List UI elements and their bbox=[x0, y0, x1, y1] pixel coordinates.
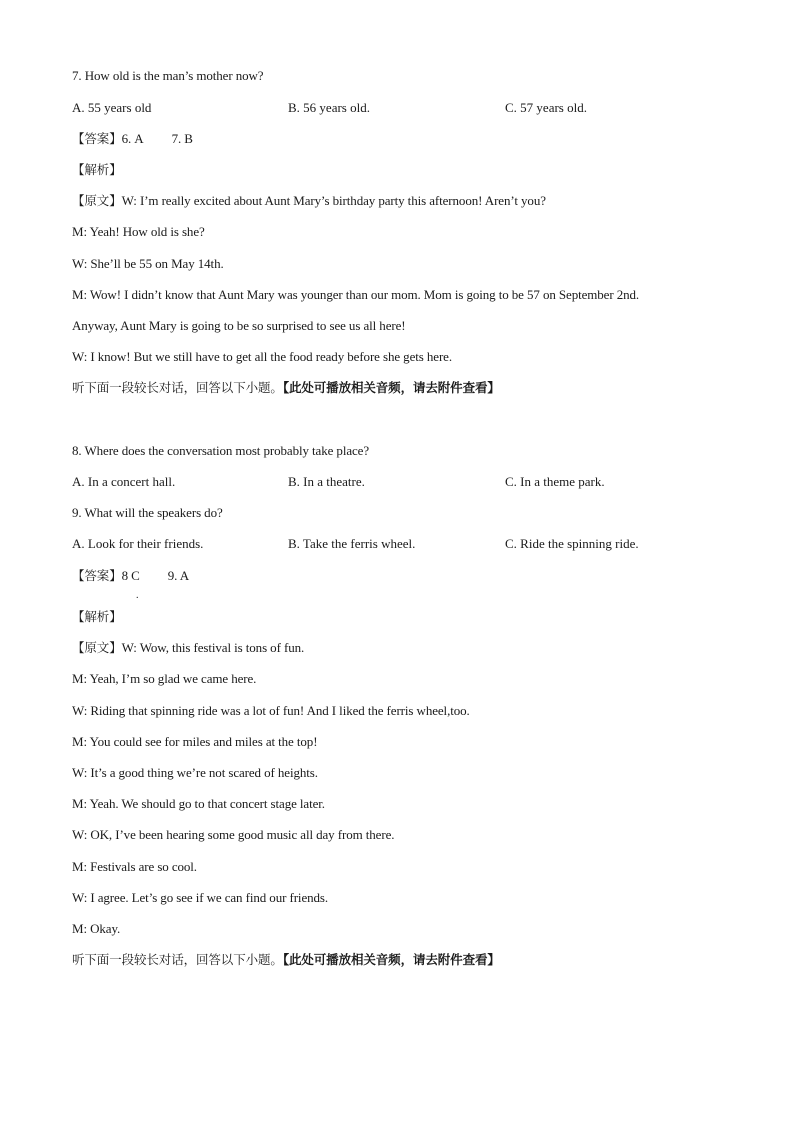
answer-9: 9. A bbox=[167, 568, 190, 583]
question-8-options bbox=[72, 474, 722, 490]
transcript-line: M: Yeah, I’m so glad we came here. bbox=[72, 671, 257, 686]
analysis-label: 【解析】 bbox=[72, 162, 122, 177]
transcript-line: W: I know! But we still have to get all the food ready before she gets here. bbox=[72, 349, 452, 364]
answer-6: 6. A bbox=[121, 131, 144, 146]
transcript-line: Anyway, Aunt Mary is going to be so surprised to see us all here! bbox=[72, 318, 406, 333]
listening-instruction bbox=[72, 952, 500, 968]
instruction-text: 听下面一段较长对话，回答以下小题。 bbox=[72, 952, 283, 967]
question-7: 7. How old is the man’s mother now? bbox=[72, 68, 264, 83]
transcript-line: M: Festivals are so cool. bbox=[72, 859, 197, 874]
transcript-label: 【原文】 bbox=[72, 640, 122, 655]
listening-instruction bbox=[72, 380, 500, 396]
question-9-options bbox=[72, 536, 722, 552]
option-b: B. 56 years old. bbox=[288, 100, 370, 115]
option-c: C. 57 years old. bbox=[505, 100, 587, 115]
option-b: B. In a theatre. bbox=[288, 474, 365, 489]
question-9: 9. What will the speakers do? bbox=[72, 505, 223, 520]
transcript-line: M: Yeah. We should go to that concert stage later. bbox=[72, 796, 325, 811]
transcript-text: W: Wow, this festival is tons of fun. bbox=[121, 640, 305, 655]
transcript-line: W: She’ll be 55 on May 14th. bbox=[72, 256, 224, 271]
option-c: C. Ride the spinning ride. bbox=[505, 536, 639, 551]
transcript-line bbox=[72, 640, 304, 656]
answer-label: 【答案】 bbox=[72, 131, 122, 146]
option-a: A. In a concert hall. bbox=[72, 474, 176, 489]
instruction-text: 听下面一段较长对话，回答以下小题。 bbox=[72, 380, 283, 395]
transcript-line: W: OK, I’ve been hearing some good music all day from there. bbox=[72, 827, 395, 842]
answer-line bbox=[72, 568, 189, 584]
answer-8: 8 C bbox=[121, 568, 140, 583]
option-c: C. In a theme park. bbox=[505, 474, 605, 489]
transcript-line: M: Okay. bbox=[72, 921, 121, 936]
answer-line bbox=[72, 131, 193, 147]
transcript-line: W: I agree. Let’s go see if we can find our friends. bbox=[72, 890, 329, 905]
transcript-text: W: I’m really excited about Aunt Mary’s birthday party this afternoon! Aren’t you? bbox=[121, 193, 546, 208]
transcript-line bbox=[72, 193, 546, 209]
audio-note: 【此处可播放相关音频，请去附件查看】 bbox=[282, 952, 500, 967]
transcript-line: M: Yeah! How old is she? bbox=[72, 224, 205, 239]
option-a: A. 55 years old bbox=[72, 100, 152, 115]
analysis-label: 【解析】 bbox=[72, 609, 122, 624]
audio-note: 【此处可播放相关音频，请去附件查看】 bbox=[282, 380, 500, 395]
stray-dot: . bbox=[136, 590, 139, 601]
answer-label: 【答案】 bbox=[72, 568, 122, 583]
transcript-line: M: Wow! I didn’t know that Aunt Mary was younger than our mom. Mom is going to be 57 on September 2nd. bbox=[72, 287, 640, 302]
transcript-label: 【原文】 bbox=[72, 193, 122, 208]
option-a: A. Look for their friends. bbox=[72, 536, 204, 551]
question-7-options bbox=[72, 100, 722, 116]
question-8: 8. Where does the conversation most probably take place? bbox=[72, 443, 370, 458]
transcript-line: W: It’s a good thing we’re not scared of heights. bbox=[72, 765, 318, 780]
transcript-line: M: You could see for miles and miles at the top! bbox=[72, 734, 318, 749]
answer-7: 7. B bbox=[171, 131, 193, 146]
option-b: B. Take the ferris wheel. bbox=[288, 536, 416, 551]
transcript-line: W: Riding that spinning ride was a lot of fun! And I liked the ferris wheel,too. bbox=[72, 703, 470, 718]
